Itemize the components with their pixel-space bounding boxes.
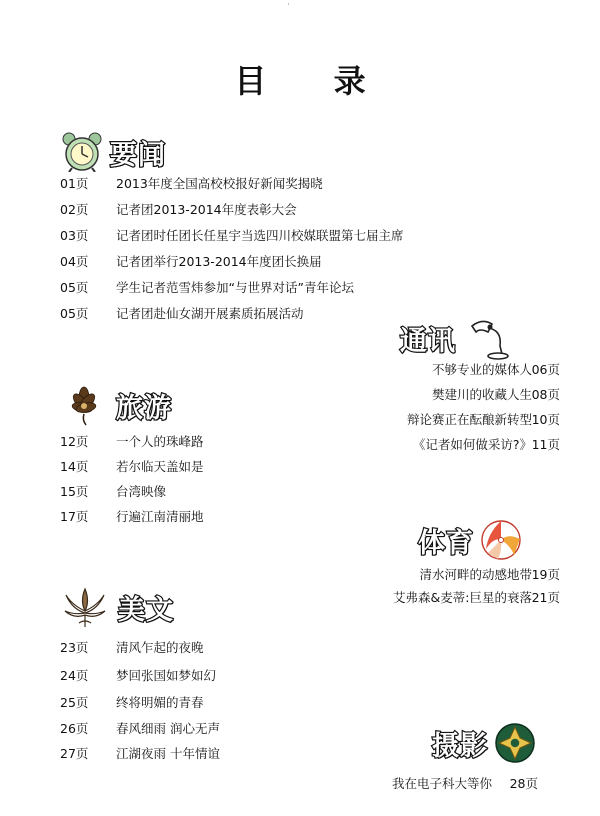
article-title: 记者团时任团长任星宇当选四川校媒联盟第七届主席	[116, 228, 404, 243]
desk-lamp-icon	[462, 316, 510, 360]
page-number: 21页	[531, 590, 560, 605]
section-title-meiwen: 美文	[118, 594, 174, 626]
article-title: 学生记者范雪炜参加“与世界对话”青年论坛	[116, 280, 354, 295]
page-number: 17页	[60, 509, 89, 524]
list-item[interactable]	[60, 306, 304, 322]
section-title-tongxun: 通讯	[400, 325, 456, 357]
page-number: 06页	[531, 362, 560, 377]
article-title: 艾弗森&麦蒂:巨星的衰落	[393, 590, 532, 605]
page-number: 12页	[60, 434, 89, 449]
article-title: 若尔临天盖如是	[116, 459, 204, 474]
article-title: 春风细雨 润心无声	[116, 721, 220, 736]
alarm-clock-icon	[60, 132, 104, 172]
article-title: 我在电子科大等你	[391, 776, 492, 791]
page-number: 05页	[60, 280, 89, 295]
article-title: 记者团赴仙女湖开展素质拓展活动	[116, 306, 304, 321]
page-number: 02页	[60, 202, 89, 217]
section-title-lvyou: 旅游	[116, 392, 172, 424]
article-title: 樊建川的收藏人生	[431, 387, 532, 402]
article-title: 终将明媚的青春	[116, 695, 204, 710]
section-title-tiyu: 体育	[418, 527, 474, 559]
list-item[interactable]	[419, 567, 532, 583]
lotus-flower-icon	[60, 384, 108, 426]
list-item[interactable]	[60, 484, 166, 500]
page-number: 26页	[60, 721, 89, 736]
article-title: 2013年度全国高校校报好新闻奖揭晓	[116, 176, 323, 191]
article-title: 江湖夜雨 十年情谊	[116, 746, 220, 761]
section-title-sheying: 摄影	[432, 730, 488, 762]
list-item[interactable]	[413, 437, 532, 453]
page-number: 25页	[60, 695, 89, 710]
section-title-yaowen: 要闻	[110, 139, 166, 171]
section-header-tongxun	[400, 316, 510, 360]
top-mark: ·	[287, 0, 290, 10]
page-number: 23页	[60, 640, 89, 655]
page-number: 01页	[60, 176, 89, 191]
page-number: 15页	[60, 484, 89, 499]
section-header-meiwen	[62, 585, 174, 629]
article-title: 一个人的珠峰路	[116, 434, 204, 449]
page-number: 03页	[60, 228, 89, 243]
list-item[interactable]	[60, 176, 323, 192]
article-title: 记者团2013-2014年度表彰大会	[116, 202, 297, 217]
emblem-icon	[494, 722, 536, 764]
list-item[interactable]	[432, 387, 532, 403]
page-number: 04页	[60, 254, 89, 269]
section-header-sheying	[432, 722, 536, 764]
list-item[interactable]	[393, 590, 532, 606]
article-title: 台湾映像	[116, 484, 167, 499]
article-title: 不够专业的媒体人	[431, 362, 532, 377]
list-item[interactable]	[432, 362, 532, 378]
list-item[interactable]	[60, 434, 204, 450]
list-item[interactable]	[60, 509, 204, 525]
list-item[interactable]	[60, 695, 204, 711]
page-number: 19页	[531, 567, 560, 582]
article-title: 梦回张国如梦如幻	[116, 668, 217, 683]
page-number: 14页	[60, 459, 89, 474]
article-title: 《记者如何做采访?》	[412, 437, 532, 452]
page-title: 目 录	[234, 62, 394, 100]
lotus-ornament-icon	[62, 585, 108, 629]
section-header-tiyu	[418, 519, 522, 561]
list-item[interactable]	[60, 459, 204, 475]
list-item[interactable]	[60, 280, 354, 296]
article-title: 清水河畔的动感地带	[419, 567, 532, 582]
list-item[interactable]	[60, 202, 297, 218]
page-number: 28页	[509, 776, 538, 791]
page-number: 11页	[531, 437, 560, 452]
list-item[interactable]	[60, 746, 220, 762]
article-title: 清风乍起的夜晚	[116, 640, 204, 655]
list-item[interactable]	[392, 776, 492, 792]
beach-ball-icon	[480, 519, 522, 561]
section-header-lvyou	[60, 384, 172, 426]
article-title: 行遍江南清丽地	[116, 509, 204, 524]
page-number: 10页	[531, 412, 560, 427]
page-number: 08页	[531, 387, 560, 402]
list-item[interactable]	[60, 721, 220, 737]
article-title: 记者团举行2013-2014年度团长换届	[116, 254, 322, 269]
page-number: 24页	[60, 668, 89, 683]
article-title: 辩论赛正在酝酿新转型	[406, 412, 532, 427]
page-number: 05页	[60, 306, 89, 321]
list-item[interactable]	[407, 412, 532, 428]
page-number: 27页	[60, 746, 89, 761]
list-item[interactable]	[60, 254, 322, 270]
section-header-yaowen	[60, 132, 166, 172]
list-item[interactable]	[60, 668, 216, 684]
list-item[interactable]	[60, 640, 204, 656]
list-item[interactable]	[60, 228, 404, 244]
